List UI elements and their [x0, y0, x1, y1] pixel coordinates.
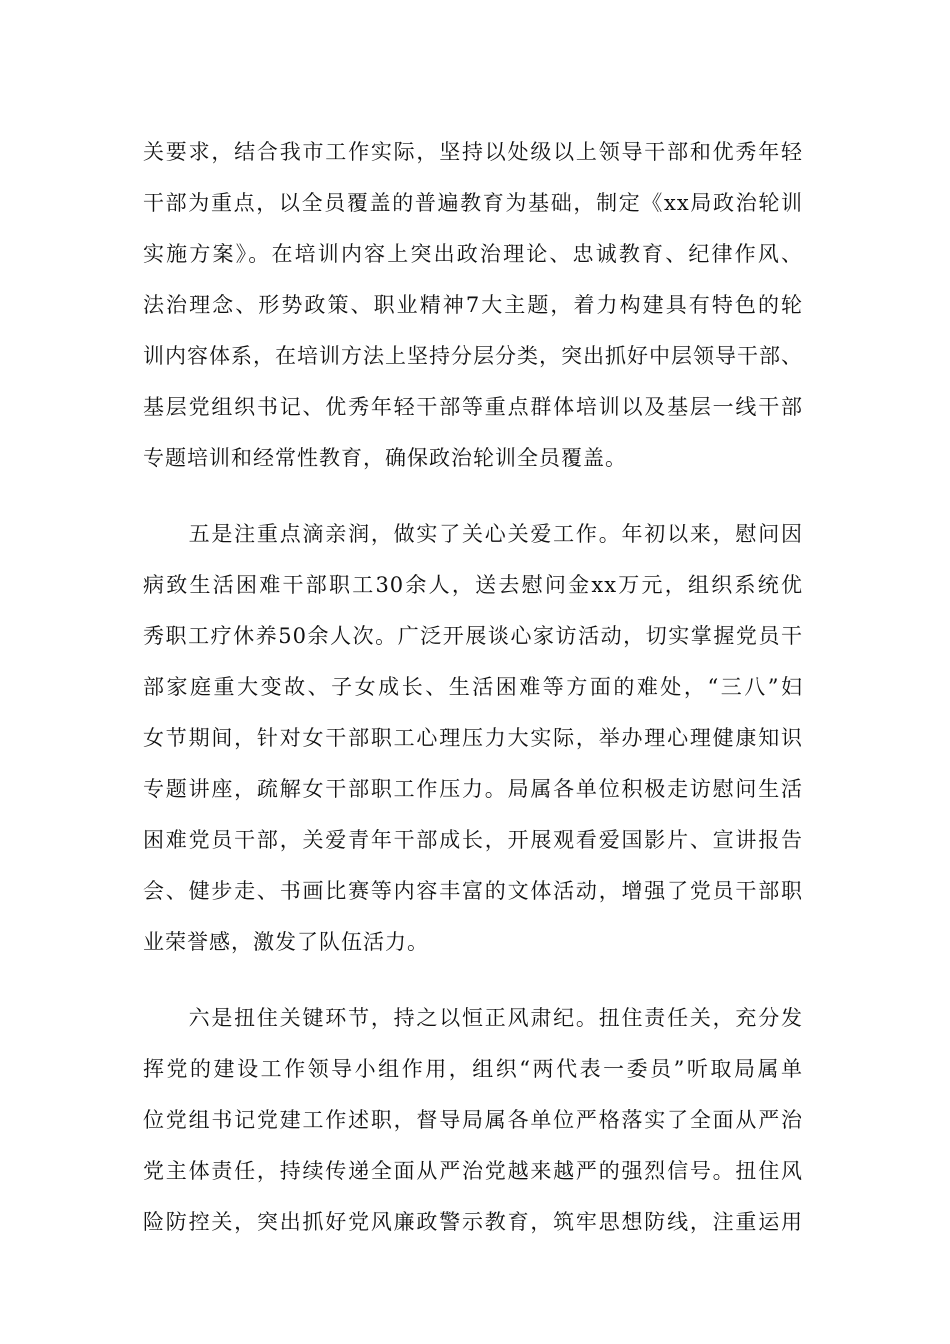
paragraph-spacer [143, 484, 803, 509]
text-line: 险防控关，突出抓好党风廉政警示教育，筑牢思想防线，注重运用 [143, 1210, 803, 1234]
paragraph-discipline [143, 993, 803, 1248]
text-line: 六是扭住关键环节，持之以恒正风肃纪。扭住责任关，充分发 [143, 1006, 803, 1030]
text-line: 女节期间，针对女干部职工心理压力大实际，举办理心理健康知识 [143, 726, 803, 750]
text-line: 基层党组织书记、优秀年轻干部等重点群体培训以及基层一线干部 [143, 395, 803, 419]
text-line: 关要求，结合我市工作实际，坚持以处级以上领导干部和优秀年轻 [143, 140, 803, 164]
text-line: 党主体责任，持续传递全面从严治党越来越严的强烈信号。扭住风 [143, 1159, 803, 1183]
text-line: 秀职工疗休养50余人次。广泛开展谈心家访活动，切实掌握党员干 [143, 624, 803, 648]
paragraph-political-training [143, 127, 803, 484]
text-line: 位党组书记党建工作述职，督导局属各单位严格落实了全面从严治 [143, 1108, 803, 1132]
text-line: 部家庭重大变故、子女成长、生活困难等方面的难处，“三八”妇 [143, 675, 803, 699]
document-body [143, 127, 803, 1248]
paragraph-spacer [143, 968, 803, 993]
text-line: 会、健步走、书画比赛等内容丰富的文体活动，增强了党员干部职 [143, 879, 803, 903]
text-line: 法治理念、形势政策、职业精神7大主题，着力构建具有特色的轮 [143, 293, 803, 317]
text-line: 业荣誉感，激发了队伍活力。 [143, 930, 429, 954]
text-line: 五是注重点滴亲润，做实了关心关爱工作。年初以来，慰问因 [143, 522, 803, 546]
paragraph-care-work [143, 509, 803, 968]
text-line: 挥党的建设工作领导小组作用，组织“两代表一委员”听取局属单 [143, 1057, 803, 1081]
text-line: 病致生活困难干部职工30余人，送去慰问金xx万元，组织系统优 [143, 573, 803, 597]
text-line: 实施方案》。在培训内容上突出政治理论、忠诚教育、纪律作风、 [143, 242, 803, 266]
text-line: 干部为重点，以全员覆盖的普遍教育为基础，制定《xx局政治轮训 [143, 191, 803, 215]
text-line: 困难党员干部，关爱青年干部成长，开展观看爱国影片、宣讲报告 [143, 828, 803, 852]
text-line: 训内容体系，在培训方法上坚持分层分类，突出抓好中层领导干部、 [143, 344, 803, 368]
text-line: 专题讲座，疏解女干部职工作压力。局属各单位积极走访慰问生活 [143, 777, 803, 801]
text-line: 专题培训和经常性教育，确保政治轮训全员覆盖。 [143, 446, 627, 470]
